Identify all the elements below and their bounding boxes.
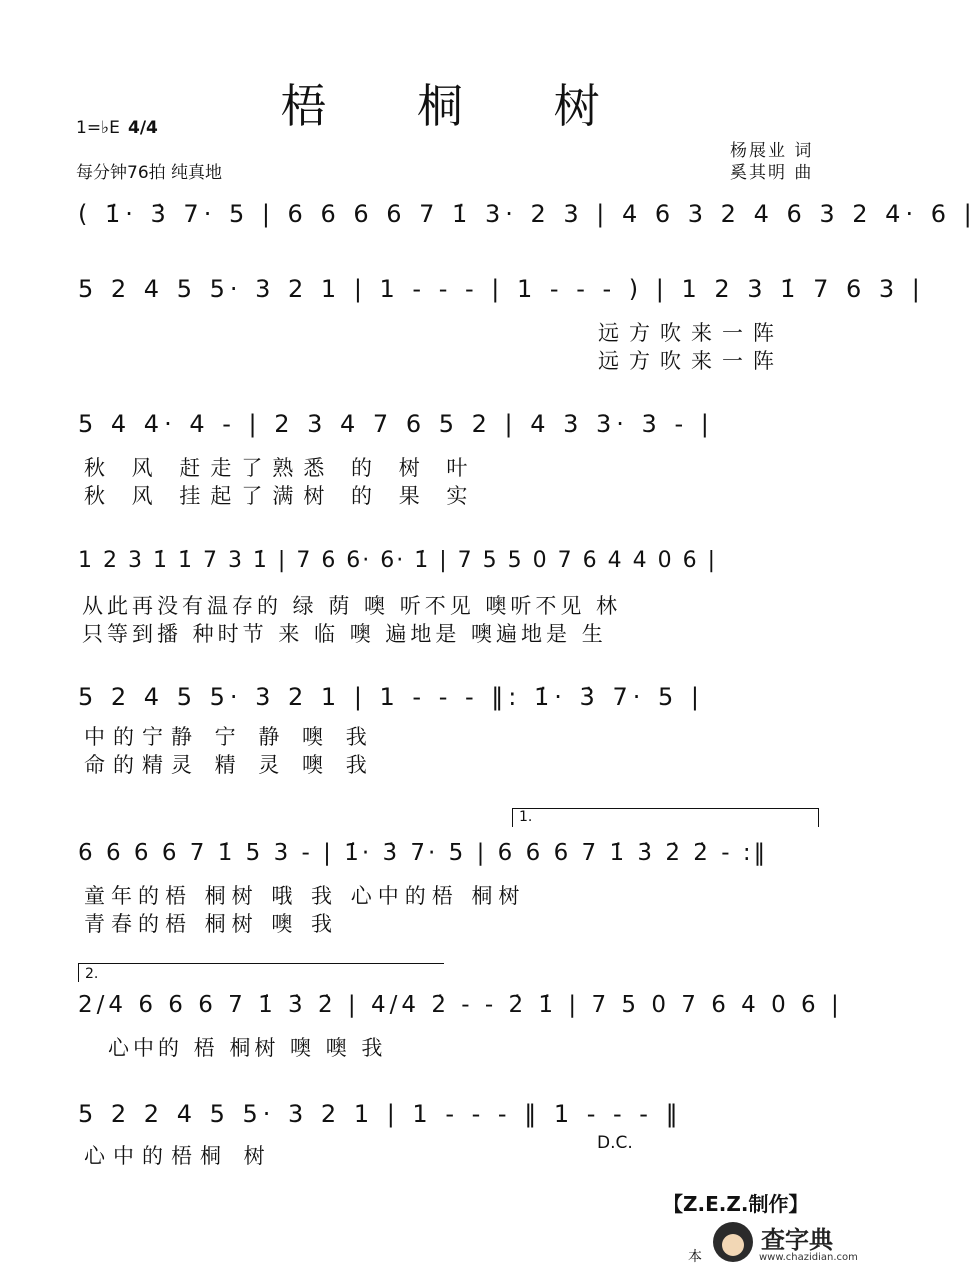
lyric-verse-1: 童年的梧 桐树 哦 我 心中的梧 桐树 [84, 884, 526, 908]
lyric-verse-1: 心中的梧桐 树 [84, 1144, 273, 1168]
score-row-5 [78, 683, 828, 777]
score-row-2 [78, 275, 925, 373]
lyric-verse-1: 从此再没有温存的 绿 荫 噢 听不见 噢听不见 林 [82, 594, 622, 618]
page-title: 梧 桐 树 [280, 79, 638, 133]
key-signature: 1=♭E [76, 118, 120, 138]
notation-line: 5 2 2 4 5 5· 3 2 1 | 1 - - - ‖ 1 - - - ‖ [78, 1100, 683, 1128]
notation-line: 5 2 4 5 5· 3 2 1 | 1 - - - ‖: 1̇· 3̇ 7· 5 | [78, 683, 704, 711]
logo-url: www.chazidian.com [759, 1252, 858, 1263]
lyric-verse-2: 秋 风 挂起了满树 的 果 实 [84, 484, 478, 508]
notation-line: 2/4 6 6 6 7 1̇ 3̇ 2̇ | 4/4 2̇ - - 2̇ 1̇ | 7 5 0 7 6 4 0 6 | [78, 992, 843, 1018]
volta-bracket-1 [512, 808, 819, 827]
lyric-verse-1: 心中的 梧 桐树 噢 噢 我 [108, 1036, 387, 1060]
score-row-7 [78, 992, 843, 1060]
lyric-verse-2: 命的精灵 精 灵 噢 我 [84, 753, 375, 777]
lyric-verse-1: 远方吹来一阵 [598, 321, 784, 345]
brand-watermark: 【Z.E.Z.制作】 [663, 1192, 809, 1216]
da-capo-marking: D.C. [597, 1133, 633, 1153]
score-row-8 [78, 1100, 828, 1168]
lyric-verse-2: 远方吹来一阵 [598, 349, 784, 373]
volta-bracket-2 [78, 963, 444, 982]
score-row-1 [78, 200, 977, 260]
lyric-verse-1: 中的宁静 宁 静 噢 我 [84, 725, 375, 749]
lyric-verse-1: 秋 风 赶走了熟悉 的 树 叶 [84, 456, 478, 480]
mascot-icon [713, 1222, 753, 1262]
notation-line: 6 6 6 6 7 1̇ 5 3 - | 1̇· 3̇ 7· 5 | 6 6 6 7 1̇ 3̇ 2̇ 2̇ - :‖ [78, 840, 769, 866]
score-row-6 [78, 840, 828, 936]
page-char: 本 [688, 1249, 702, 1265]
score-row-4 [78, 548, 828, 646]
notation-line: 5 2 4 5 5· 3 2 1 | 1 - - - | 1 - - - ) | 1 2 3 1̇ 7 6 3 | [78, 275, 925, 303]
lyric-verse-2: 青春的梧 桐树 噢 我 [84, 912, 339, 936]
lyricist-credit: 杨展业 词 [730, 141, 814, 161]
volta-1-label: 1. [519, 809, 533, 825]
score-row-3 [78, 410, 828, 508]
notation-line: ( 1̇· 3̇ 7· 5 | 6 6 6 6 7 1̇ 3· 2 3 | 4 6 3 2 4 6 3 2 4· 6 | [78, 200, 977, 228]
notation-line: 1 2 3 1̇ 1̇ 7 3 1̇ | 7 6 6· 6· 1̇ | 7 5 5 0 7 6 4 4 0 6 | [78, 548, 717, 573]
notation-line: 5 4 4· 4 - | 2 3 4 7 6 5 2 | 4 3 3· 3 - | [78, 410, 714, 438]
time-signature: 4/4 [128, 118, 158, 138]
volta-2-label: 2. [85, 966, 99, 982]
lyric-verse-2: 只等到播 种时节 来 临 噢 遍地是 噢遍地是 生 [82, 622, 607, 646]
tempo-marking: 每分钟76拍 纯真地 [76, 163, 223, 183]
site-logo [707, 1218, 867, 1270]
logo-text: 查字典 [761, 1226, 833, 1254]
composer-credit: 奚其明 曲 [730, 163, 814, 183]
